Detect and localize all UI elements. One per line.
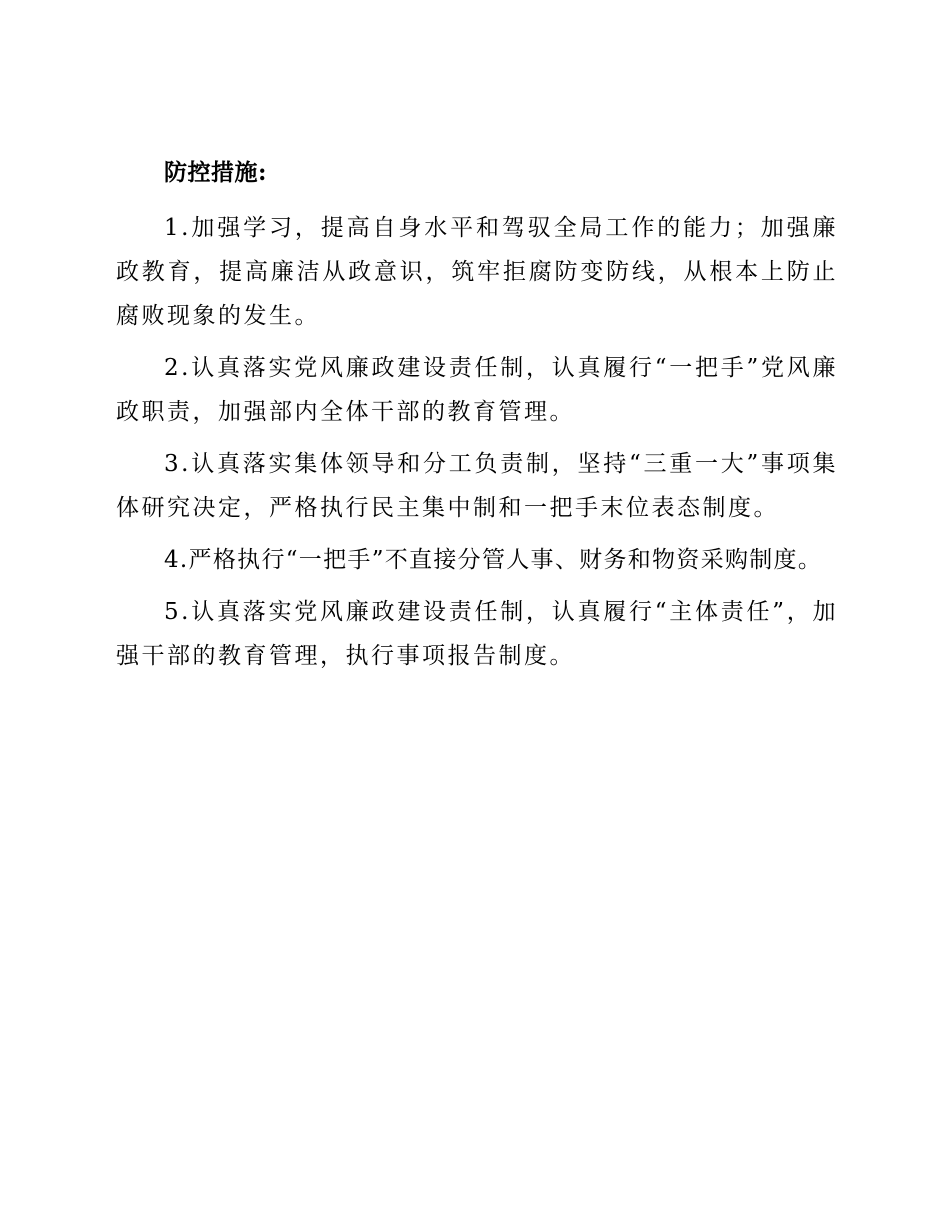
- measure-item-4: 4.严格执行“一把手”不直接分管人事、财务和物资采购制度。: [164, 547, 823, 573]
- measure-item-3: 3.认真落实集体领导和分工负责制，坚持“三重一大”事项集体研究决定，严格执行民主集中制和一把手末位表态制度。: [116, 451, 838, 521]
- document-body: [116, 150, 838, 678]
- measure-item-1: 1.加强学习，提高自身水平和驾驭全局工作的能力；加强廉政教育，提高廉洁从政意识，筑牢拒腐防变防线，从根本上防止腐败现象的发生。: [116, 215, 838, 329]
- measure-item-5: 5.认真落实党风廉政建设责任制，认真履行“主体责任”，加强干部的教育管理，执行事项报告制度。: [116, 599, 838, 669]
- section-heading: 防控措施:: [164, 159, 267, 186]
- measure-item-2: 2.认真落实党风廉政建设责任制，认真履行“一把手”党风廉政职责，加强部内全体干部的教育管理。: [116, 355, 838, 425]
